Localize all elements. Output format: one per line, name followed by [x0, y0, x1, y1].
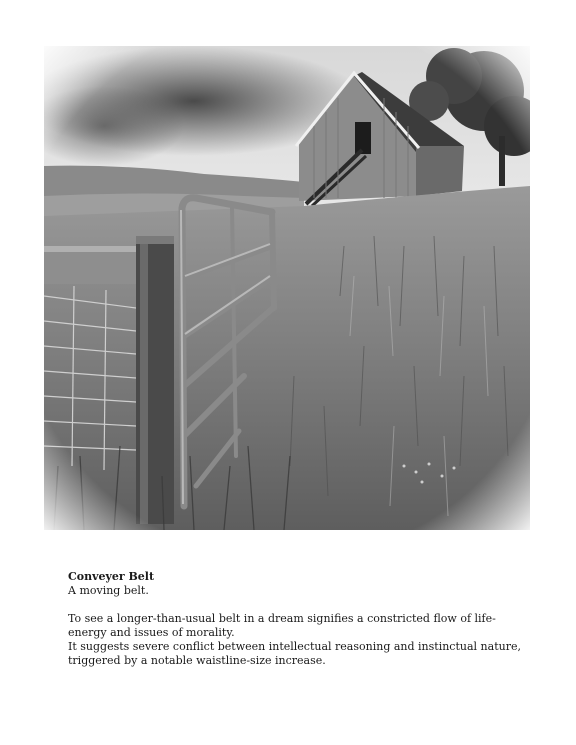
entry-term: Conveyer Belt	[68, 570, 155, 583]
dictionary-entry	[68, 570, 528, 668]
entry-line-3: It suggests severe conflict between intellectual reasoning and instinctual nature,	[68, 640, 521, 653]
farm-photo	[44, 46, 530, 530]
entry-definition: A moving belt.	[68, 584, 149, 597]
entry-line-4: triggered by a notable waistline-size increase.	[68, 654, 326, 667]
entry-line-1: To see a longer-than-usual belt in a dream signifies a constricted flow of life-	[68, 612, 496, 625]
entry-line-2: energy and issues of morality.	[68, 626, 235, 639]
